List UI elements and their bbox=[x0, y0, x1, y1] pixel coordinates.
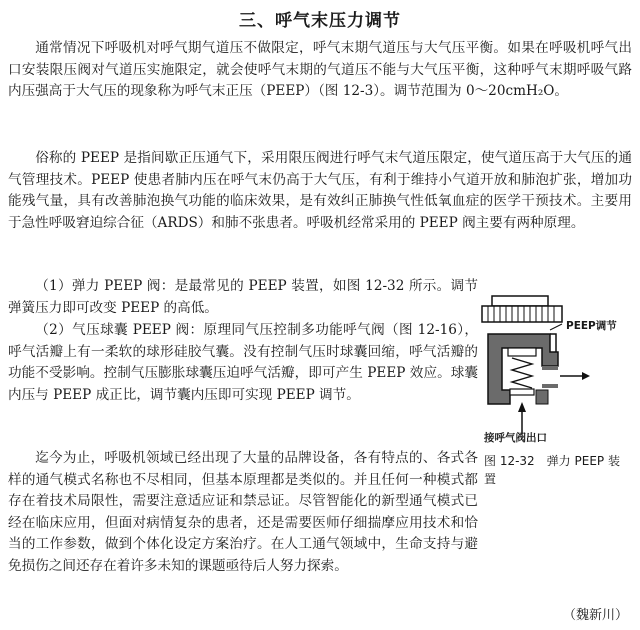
section-title: 三、呼气末压力调节 bbox=[239, 11, 401, 31]
figure-caption: 图 12-32 弹力 PEEP 装置 bbox=[484, 454, 620, 486]
paragraph-5: 迄今为止，呼吸机领域已经出现了大量的品牌设备，各有特点的、各式各样的通气模式名称也不尽相同，但基本原理都是类似的。并且任何一种模式都存在着技术局限性，需要注意适应证和禁忌证。尽管智能化的新型通气模式已经在临床应用，但面对病情复杂的患者，还是需要医师仔细揣摩应用技术和恰当的工作参数，做到个体化设定方案治疗。在人工通气领域中，生命支持与避免损伤之间还存在着许多未知的课题亟待后人努力探索。 bbox=[8, 450, 478, 574]
label-peep-adjust: PEEP调节 bbox=[566, 320, 617, 332]
paragraph-4: （2）气压球囊 PEEP 阀：原理同气压控制多功能呼气阀（图 12-16），呼气活瓣上有一柔软的球形硅胶气囊。没有控制气压时球囊回缩，呼气活瓣的功能不受影响。控制气压膨胀球囊压迫呼气活瓣，即可产生 PEEP 效应。球囊内压与 PEEP 成正比，调节囊内压即可实现 PEEP 调节。 bbox=[8, 322, 478, 403]
paragraph-1: 通常情况下呼吸机对呼气期气道压不做限定，呼气末期气道压与大气压平衡。如果在呼吸机呼气出口安装限压阀对气道压实施限定，就会使呼气末期的气道压不能与大气压平衡，这种呼气末期呼吸气路内压强高于大气压的现象称为呼气末正压（PEEP）（图 12-3）。调节范围为 0～20cmH₂O。 bbox=[8, 40, 632, 100]
paragraph-3: （1）弹力 PEEP 阀：是最常见的 PEEP 装置，如图 12-32 所示。调节弹簧压力即可改变 PEEP 的高低。 bbox=[8, 278, 478, 316]
paragraph-2: 俗称的 PEEP 是指间歇正压通气下，采用限压阀进行呼气末气道压限定，使气道压高于大气压的通气管理技术。PEEP 使患者肺内压在呼气末仍高于大气压，有利于维持小气道开放和肺泡扩张，增加功能残气量，具有改善肺泡换气功能的临床效果，是有效纠正肺换气性低氧血症的医学干预技术。主要用于急性呼吸窘迫综合征（ARDS）和肺不张患者。呼吸机经常采用的 PEEP 阀主要有两种原理。 bbox=[8, 150, 632, 231]
label-exhalation-outlet: 接呼气阀出口 bbox=[484, 432, 547, 444]
author-credit: （魏新川） bbox=[562, 608, 628, 623]
